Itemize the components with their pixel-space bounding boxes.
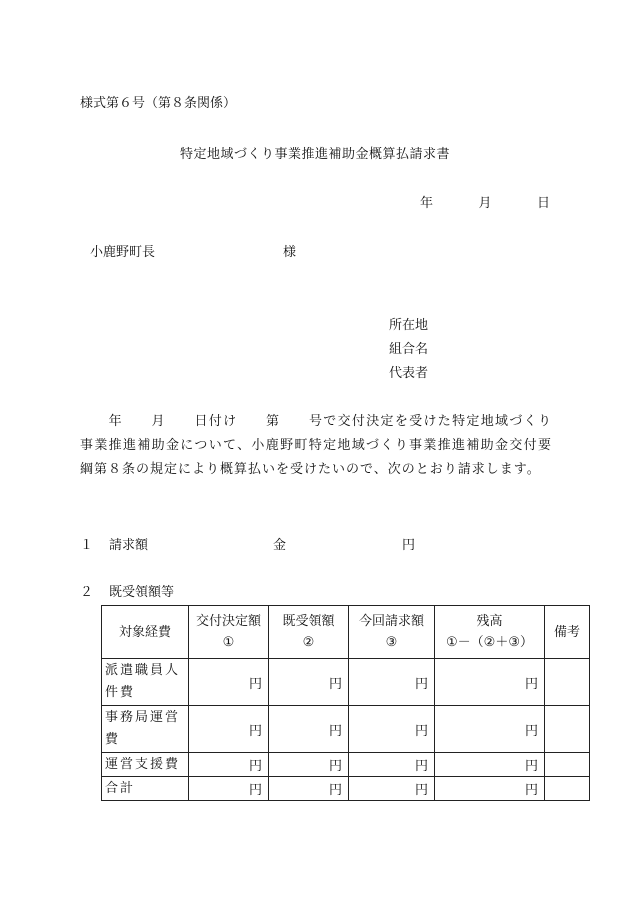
row-label: 合計 bbox=[102, 777, 189, 801]
header-grant-decision bbox=[189, 606, 269, 659]
header-grant-decision-label: 交付決定額 bbox=[195, 614, 261, 629]
header-current-request-label: 今回請求額 bbox=[358, 614, 424, 629]
cell-balance: 円 bbox=[435, 753, 545, 777]
header-already-received bbox=[269, 606, 349, 659]
cell-grant-decision: 円 bbox=[189, 659, 269, 706]
table-row bbox=[102, 659, 590, 706]
item1-yen: 円 bbox=[402, 538, 416, 553]
cell-grant-decision: 円 bbox=[189, 777, 269, 801]
row-label: 事務局運営費 bbox=[102, 706, 189, 753]
cell-grant-decision: 円 bbox=[189, 753, 269, 777]
cell-current-request: 円 bbox=[349, 753, 435, 777]
cell-current-request: 円 bbox=[349, 659, 435, 706]
header-target-expense: 対象経費 bbox=[102, 606, 189, 659]
row-label: 運営支援費 bbox=[102, 753, 189, 777]
table-header-row bbox=[102, 606, 590, 659]
item2-number: ２ bbox=[80, 585, 94, 600]
table-row bbox=[102, 777, 590, 801]
date-line bbox=[420, 196, 550, 212]
cell-remarks bbox=[545, 659, 590, 706]
header-already-received-mark: ② bbox=[302, 635, 315, 650]
form-number: 様式第６号（第８条関係） bbox=[80, 96, 237, 111]
addressee-honorific: 様 bbox=[283, 245, 297, 260]
document-title: 特定地域づくり事業推進補助金概算払請求書 bbox=[179, 147, 450, 162]
date-day: 日 bbox=[536, 196, 550, 211]
cell-already-received: 円 bbox=[269, 659, 349, 706]
request-body-text: 年 月 日付け 第 号で交付決定を受けた特定地域づくり事業推進補助金について、小鹿野町特定地域づくり事業推進補助金交付要綱第８条の規定により概算払いを受けたいので、次のとおり請求します。 bbox=[80, 414, 552, 477]
cell-balance: 円 bbox=[435, 659, 545, 706]
header-remarks: 備考 bbox=[545, 606, 590, 659]
header-already-received-label: 既受領額 bbox=[282, 614, 335, 629]
cell-remarks bbox=[545, 777, 590, 801]
cell-current-request: 円 bbox=[349, 706, 435, 753]
date-year: 年 bbox=[420, 196, 434, 211]
header-grant-decision-mark: ① bbox=[222, 635, 235, 650]
item1-title: 請求額 bbox=[109, 538, 149, 553]
applicant-address-label: 所在地 bbox=[389, 318, 429, 333]
applicant-union-label: 組合名 bbox=[389, 342, 429, 357]
item2-title: 既受領額等 bbox=[109, 585, 175, 600]
cell-current-request: 円 bbox=[349, 777, 435, 801]
cell-already-received: 円 bbox=[269, 706, 349, 753]
header-balance bbox=[435, 606, 545, 659]
header-current-request bbox=[349, 606, 435, 659]
table-row bbox=[102, 753, 590, 777]
expense-table bbox=[101, 605, 590, 801]
row-label: 派遣職員人件費 bbox=[102, 659, 189, 706]
addressee-name: 小鹿野町長 bbox=[90, 245, 156, 260]
cell-grant-decision: 円 bbox=[189, 706, 269, 753]
cell-remarks bbox=[545, 706, 590, 753]
cell-remarks bbox=[545, 753, 590, 777]
item1-number: １ bbox=[80, 538, 94, 553]
cell-balance: 円 bbox=[435, 706, 545, 753]
header-current-request-mark: ③ bbox=[385, 635, 398, 650]
date-month: 月 bbox=[478, 196, 492, 211]
cell-balance: 円 bbox=[435, 777, 545, 801]
cell-already-received: 円 bbox=[269, 777, 349, 801]
cell-already-received: 円 bbox=[269, 753, 349, 777]
table-row bbox=[102, 706, 590, 753]
applicant-representative-label: 代表者 bbox=[389, 366, 429, 381]
header-balance-formula: ①－（②＋③） bbox=[446, 635, 533, 650]
item1-kin: 金 bbox=[273, 538, 287, 553]
header-balance-label: 残高 bbox=[476, 614, 503, 629]
